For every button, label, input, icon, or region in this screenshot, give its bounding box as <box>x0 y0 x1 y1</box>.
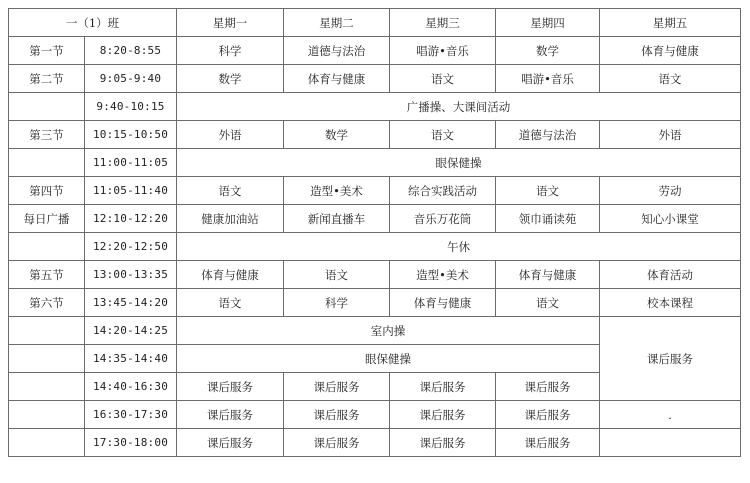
table-row <box>9 317 741 345</box>
subject-cell: 唱游•音乐 <box>390 37 496 65</box>
table-row <box>9 233 741 261</box>
day-header-wed: 星期三 <box>390 9 496 37</box>
subject-cell: 道德与法治 <box>284 37 390 65</box>
day-header-mon: 星期一 <box>177 9 284 37</box>
subject-cell: 课后服务 <box>284 373 390 401</box>
subject-cell: 课后服务 <box>177 429 284 457</box>
time-slot: 14:20-14:25 <box>85 317 177 345</box>
period-label: 第五节 <box>9 261 85 289</box>
time-slot: 9:05-9:40 <box>85 65 177 93</box>
table-row <box>9 65 741 93</box>
period-label: 第二节 <box>9 65 85 93</box>
subject-cell: 语文 <box>496 289 600 317</box>
subject-cell: 劳动 <box>600 177 741 205</box>
subject-cell: . <box>600 401 741 429</box>
subject-cell: 语文 <box>177 177 284 205</box>
time-slot: 14:40-16:30 <box>85 373 177 401</box>
subject-cell: 课后服务 <box>390 401 496 429</box>
subject-cell: 体育与健康 <box>390 289 496 317</box>
subject-cell: 综合实践活动 <box>390 177 496 205</box>
merged-activity: 室内操 <box>177 317 600 345</box>
merged-activity: 午休 <box>177 233 741 261</box>
time-slot: 12:10-12:20 <box>85 205 177 233</box>
header-row <box>9 9 741 37</box>
period-label <box>9 345 85 373</box>
subject-cell: 体育与健康 <box>284 65 390 93</box>
merged-activity: 眼保健操 <box>177 149 741 177</box>
subject-cell: 数学 <box>284 121 390 149</box>
subject-cell: 外语 <box>177 121 284 149</box>
table-row <box>9 401 741 429</box>
subject-cell: 领巾诵读苑 <box>496 205 600 233</box>
period-label <box>9 317 85 345</box>
period-label <box>9 429 85 457</box>
merged-activity: 眼保健操 <box>177 345 600 373</box>
time-slot: 11:00-11:05 <box>85 149 177 177</box>
subject-cell: 语文 <box>390 65 496 93</box>
subject-cell: 语文 <box>284 261 390 289</box>
merged-activity: 广播操、大课间活动 <box>177 93 741 121</box>
day-header-fri: 星期五 <box>600 9 741 37</box>
subject-cell: 语文 <box>390 121 496 149</box>
subject-cell: 课后服务 <box>496 429 600 457</box>
table-row <box>9 177 741 205</box>
subject-cell: 科学 <box>177 37 284 65</box>
subject-cell <box>600 429 741 457</box>
timetable-container <box>8 8 741 457</box>
friday-after-school: 课后服务 <box>600 317 741 401</box>
subject-cell: 数学 <box>496 37 600 65</box>
subject-cell: 外语 <box>600 121 741 149</box>
table-row <box>9 121 741 149</box>
period-label: 第三节 <box>9 121 85 149</box>
period-label: 第六节 <box>9 289 85 317</box>
class-name: 一（1）班 <box>9 9 177 37</box>
time-slot: 13:45-14:20 <box>85 289 177 317</box>
time-slot: 8:20-8:55 <box>85 37 177 65</box>
subject-cell: 课后服务 <box>390 373 496 401</box>
subject-cell: 造型•美术 <box>390 261 496 289</box>
period-label <box>9 149 85 177</box>
subject-cell: 体育与健康 <box>496 261 600 289</box>
time-slot: 9:40-10:15 <box>85 93 177 121</box>
subject-cell: 音乐万花筒 <box>390 205 496 233</box>
subject-cell: 新闻直播车 <box>284 205 390 233</box>
table-row <box>9 149 741 177</box>
subject-cell: 课后服务 <box>390 429 496 457</box>
time-slot: 13:00-13:35 <box>85 261 177 289</box>
time-slot: 17:30-18:00 <box>85 429 177 457</box>
subject-cell: 道德与法治 <box>496 121 600 149</box>
subject-cell: 课后服务 <box>284 429 390 457</box>
subject-cell: 体育与健康 <box>177 261 284 289</box>
subject-cell: 语文 <box>600 65 741 93</box>
table-row <box>9 429 741 457</box>
table-row <box>9 205 741 233</box>
subject-cell: 健康加油站 <box>177 205 284 233</box>
subject-cell: 科学 <box>284 289 390 317</box>
period-label <box>9 373 85 401</box>
subject-cell: 体育活动 <box>600 261 741 289</box>
subject-cell: 体育与健康 <box>600 37 741 65</box>
table-row <box>9 261 741 289</box>
subject-cell: 课后服务 <box>177 401 284 429</box>
time-slot: 10:15-10:50 <box>85 121 177 149</box>
subject-cell: 课后服务 <box>496 401 600 429</box>
day-header-tue: 星期二 <box>284 9 390 37</box>
period-label: 第四节 <box>9 177 85 205</box>
time-slot: 11:05-11:40 <box>85 177 177 205</box>
subject-cell: 课后服务 <box>177 373 284 401</box>
subject-cell: 唱游•音乐 <box>496 65 600 93</box>
time-slot: 12:20-12:50 <box>85 233 177 261</box>
period-label: 第一节 <box>9 37 85 65</box>
subject-cell: 校本课程 <box>600 289 741 317</box>
period-label <box>9 401 85 429</box>
class-timetable <box>8 8 741 457</box>
subject-cell: 知心小课堂 <box>600 205 741 233</box>
period-label: 每日广播 <box>9 205 85 233</box>
subject-cell: 数学 <box>177 65 284 93</box>
subject-cell: 语文 <box>177 289 284 317</box>
time-slot: 14:35-14:40 <box>85 345 177 373</box>
table-row <box>9 289 741 317</box>
time-slot: 16:30-17:30 <box>85 401 177 429</box>
table-row <box>9 93 741 121</box>
subject-cell: 课后服务 <box>496 373 600 401</box>
period-label <box>9 93 85 121</box>
day-header-thu: 星期四 <box>496 9 600 37</box>
subject-cell: 语文 <box>496 177 600 205</box>
subject-cell: 课后服务 <box>284 401 390 429</box>
table-row <box>9 37 741 65</box>
period-label <box>9 233 85 261</box>
subject-cell: 造型•美术 <box>284 177 390 205</box>
